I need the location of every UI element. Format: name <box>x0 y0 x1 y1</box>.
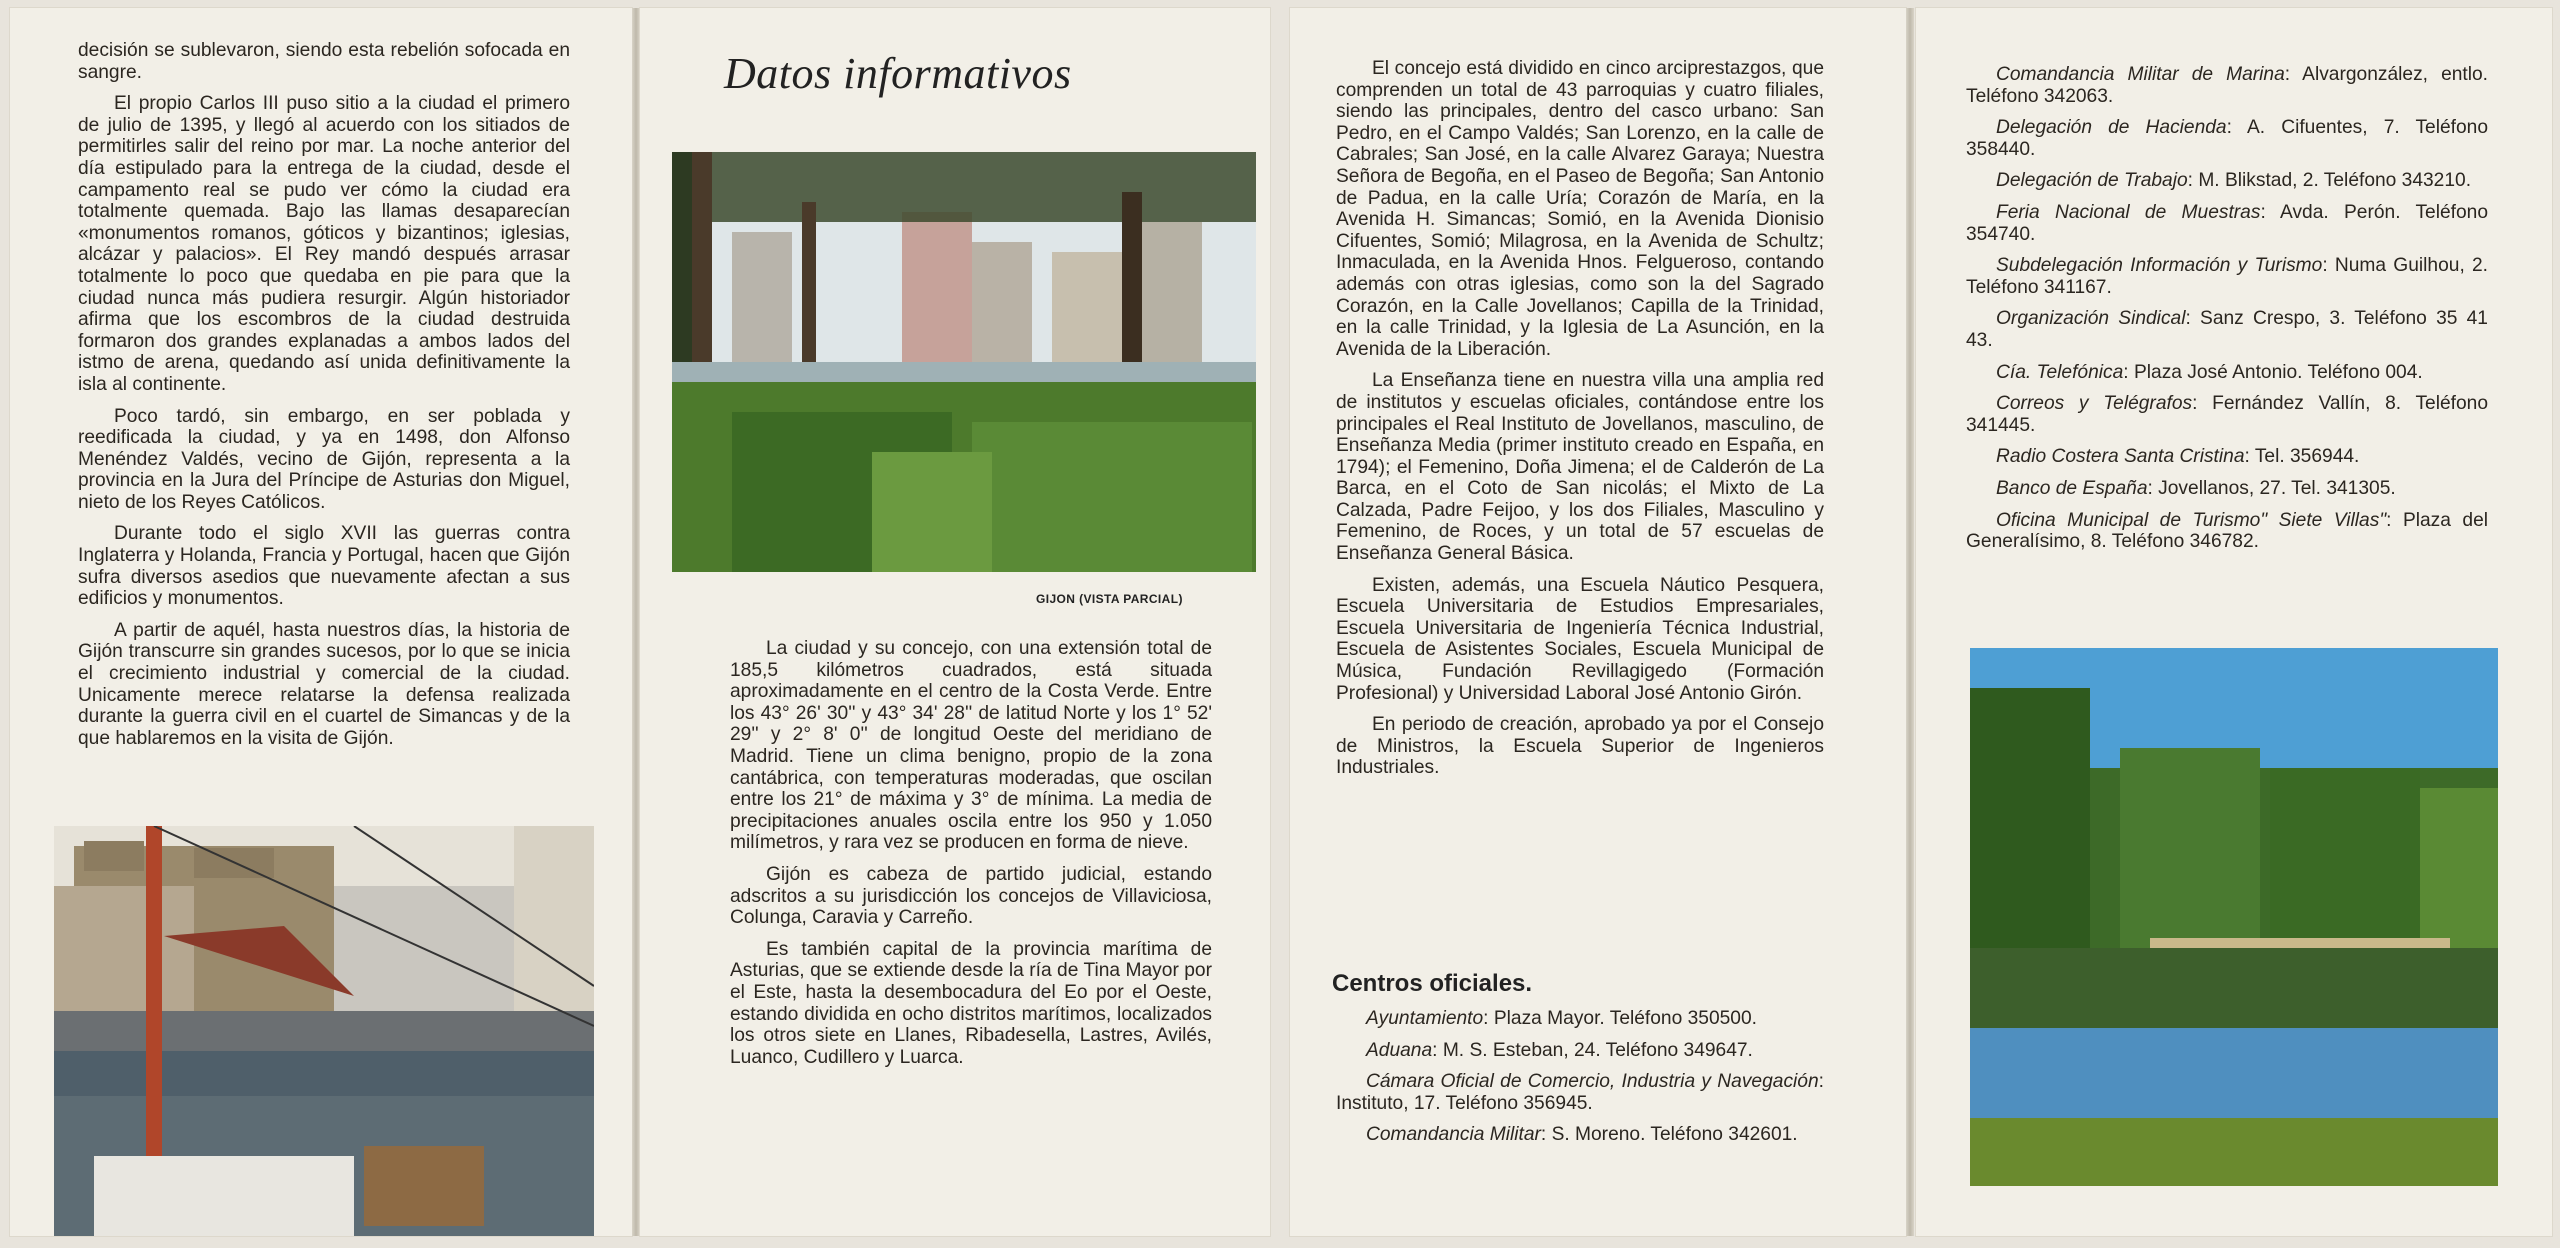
paragraph: La ciudad y su concejo, con una extensión total de 185,5 kilómetros cuadrados, está situada aproximadamente en el centro de la Costa Verde. Entre los 43° 26' 30'' y 43° 34' 28'' de latitud Norte y los 1° 52' 29'' y 2° 8' 0'' de longitud Oeste del meridiano de Madrid. Tiene un clima benigno, propio de la zona cantábrica, con temperaturas moderadas, que oscilan entre los 21° de máxima y 3° de mínima. La media de precipitaciones anuales oscila entre los 950 y 1.050 milímetros, y rara vez se producen en forma de nieve. <box>730 638 1212 854</box>
paragraph: A partir de aquél, hasta nuestros días, la historia de Gijón transcurre sin grandes sucesos, por lo que se inicia el crecimiento industrial y comercial de la ciudad. Unicamente merece relatarse la defensa realizada durante la guerra civil en el cuartel de Simancas y de la que hablaremos en la visita de Gijón. <box>78 619 570 749</box>
paragraph: En periodo de creación, aprobado ya por el Consejo de Ministros, la Escuela Superior de Ingenieros Industriales. <box>1336 714 1824 779</box>
page-1-text <box>78 40 570 759</box>
paragraph: decisión se sublevaron, siendo esta rebelión sofocada en sangre. <box>78 40 570 83</box>
list-item: Ayuntamiento: Plaza Mayor. Teléfono 350500. <box>1366 1008 1757 1029</box>
paragraph: La Enseñanza tiene en nuestra villa una amplia red de institutos y escuelas oficiales, contándose entre los principales el Real Instituto de Jovellanos, masculino, de Enseñanza Media (primer instituto creado en España, en 1794); el Femenino, Doña Jimena; el de Calderón de La Barca, en el Coto de San nicolás; el Mixto de La Calzada, Padre Feijoo, y los dos Filiales, Masculino y Femenino, de Roces, y un total de 57 escuelas de Enseñanza General Básica. <box>1336 370 1824 565</box>
paragraph: Existen, además, una Escuela Náutico Pesquera, Escuela Universitaria de Estudios Empresariales, Escuela Universitaria de Ingeniería Técnica Industrial, Escuela de Asistentes Sociales, Escuela Municipal de Música, Fundación Revillagigedo (Formación Profesional) y Universidad Laboral José Antonio Girón. <box>1336 574 1824 704</box>
page-gutter <box>1906 8 1914 1236</box>
lake-park-photo <box>1970 648 2498 1186</box>
list-item: Comandancia Militar de Marina: Alvargonzález, entlo. Teléfono 342063. <box>1966 64 2489 107</box>
list-item: Banco de España: Jovellanos, 27. Tel. 341305. <box>1996 477 2396 499</box>
list-item: Delegación de Trabajo: M. Blikstad, 2. Teléfono 343210. <box>1996 170 2472 192</box>
paragraph: Es también capital de la provincia marítima de Asturias, que se extiende desde la ría de Tina Mayor por el Este, hasta la desembocadura del Eo por el Oeste, estando dividida en ocho distritos marítimos, localizados los otros siete en Llanes, Ribadesella, Lastres, Avilés, Luanco, Cudillero y Luarca. <box>730 938 1212 1068</box>
harbor-photo <box>54 826 594 1236</box>
page-2-text <box>730 638 1212 1078</box>
list-item: Cámara Oficial de Comercio, Industria y Navegación: Instituto, 17. Teléfono 356945. <box>1336 1071 1824 1114</box>
page-4-list <box>1966 64 2488 563</box>
paragraph: El propio Carlos III puso sitio a la ciudad el primero de julio de 1395, y llegó al acuerdo con los sitiados de permitirles salir del reino por mar. La noche anterior del día estipulado para la entrega de la ciudad, desde el campamento real se pudo ver cómo la ciudad era totalmente quemada. Bajo las llamas desaparecían «monumentos romanos, góticos y bizantinos; iglesias, alcázar y palacios». El Rey mandó después arrasar totalmente lo poco que quedaba en pie para que la ciudad nunca más pudiera resurgir. Algún historiador afirma que los escombros de la ciudad destruida formaron dos grandes explanadas a ambos lados del istmo de arena, quedando así unida definitivamente la isla al continente. <box>78 93 570 395</box>
page-4 <box>1916 8 2552 1236</box>
paragraph: Durante todo el siglo XVII las guerras contra Inglaterra y Holanda, Francia y Portugal, hacen que Gijón sufra diversos asedios que nuevamente afectan a sus edificios y monumentos. <box>78 523 570 610</box>
list-item: Organización Sindical: Sanz Crespo, 3. Teléfono 35 41 43. <box>1966 308 2488 351</box>
page-3 <box>1290 8 1906 1236</box>
photo-caption: GIJON (VISTA PARCIAL) <box>1036 592 1183 606</box>
centros-list <box>1336 1008 1824 1156</box>
paragraph: Gijón es cabeza de partido judicial, estando adscritos a su jurisdicción los concejos de Villaviciosa, Colunga, Caravia y Carreño. <box>730 863 1212 929</box>
page-1 <box>10 8 632 1236</box>
right-spread <box>1282 0 2560 1248</box>
left-spread <box>0 0 1270 1248</box>
list-item: Delegación de Hacienda: A. Cifuentes, 7. Teléfono 358440. <box>1966 117 2488 160</box>
list-item: Oficina Municipal de Turismo" Siete Villas": Plaza del Generalísimo, 8. Teléfono 346782. <box>1966 509 2488 553</box>
paragraph: El concejo está dividido en cinco arciprestazgos, que comprenden un total de 43 parroquias y cuatro filiales, siendo las principales, dentro del casco urbano: San Pedro, en el Campo Valdés; San Lorenzo, en la calle de Cabrales; San José, en la calle Alvarez Garaya; Nuestra Señora de Begoña, en el Paseo de Begoña; San Antonio de Padua, en la calle Uría; Corazón de María, en la Avenida H. Simancas; Somió, en la Avenida Dionisio Cifuentes, Somió; Milagrosa, en la Avenida de Schultz; Inmaculada, en la Avenida Hnos. Felgueroso, contando además con otras iglesias, como son la del Sagrado Corazón, en la Calle Jovellanos; Capilla de la Trinidad, en la calle Trinidad, y la Iglesia de La Asunción, en la Avenida de la Liberación. <box>1336 58 1824 360</box>
gijon-park-photo <box>672 152 1256 572</box>
page-gutter <box>632 8 640 1236</box>
page-3-text <box>1336 58 1824 789</box>
page-title: Datos informativos <box>724 49 1072 98</box>
list-item: Correos y Telégrafos: Fernández Vallín, 8. Teléfono 341445. <box>1966 393 2488 436</box>
list-item: Feria Nacional de Muestras: Avda. Perón. Teléfono 354740. <box>1966 201 2488 245</box>
list-item: Radio Costera Santa Cristina: Tel. 356944. <box>1996 446 2360 468</box>
list-item: Subdelegación Información y Turismo: Numa Guilhou, 2. Teléfono 341167. <box>1966 255 2488 298</box>
list-item: Comandancia Militar: S. Moreno. Teléfono 342601. <box>1366 1124 1798 1146</box>
list-item: Cía. Telefónica: Plaza José Antonio. Teléfono 004. <box>1996 361 2423 383</box>
list-item: Aduana: M. S. Esteban, 24. Teléfono 349647. <box>1366 1039 1753 1061</box>
paragraph: Poco tardó, sin embargo, en ser poblada y reedificada la ciudad, y ya en 1498, don Alfonso Menéndez Valdés, vecino de Gijón, representa a la provincia en la Jura del Príncipe de Asturias don Miguel, nieto de los Reyes Católicos. <box>78 405 570 513</box>
section-heading: Centros oficiales. <box>1332 970 1533 997</box>
page-2 <box>640 8 1270 1236</box>
